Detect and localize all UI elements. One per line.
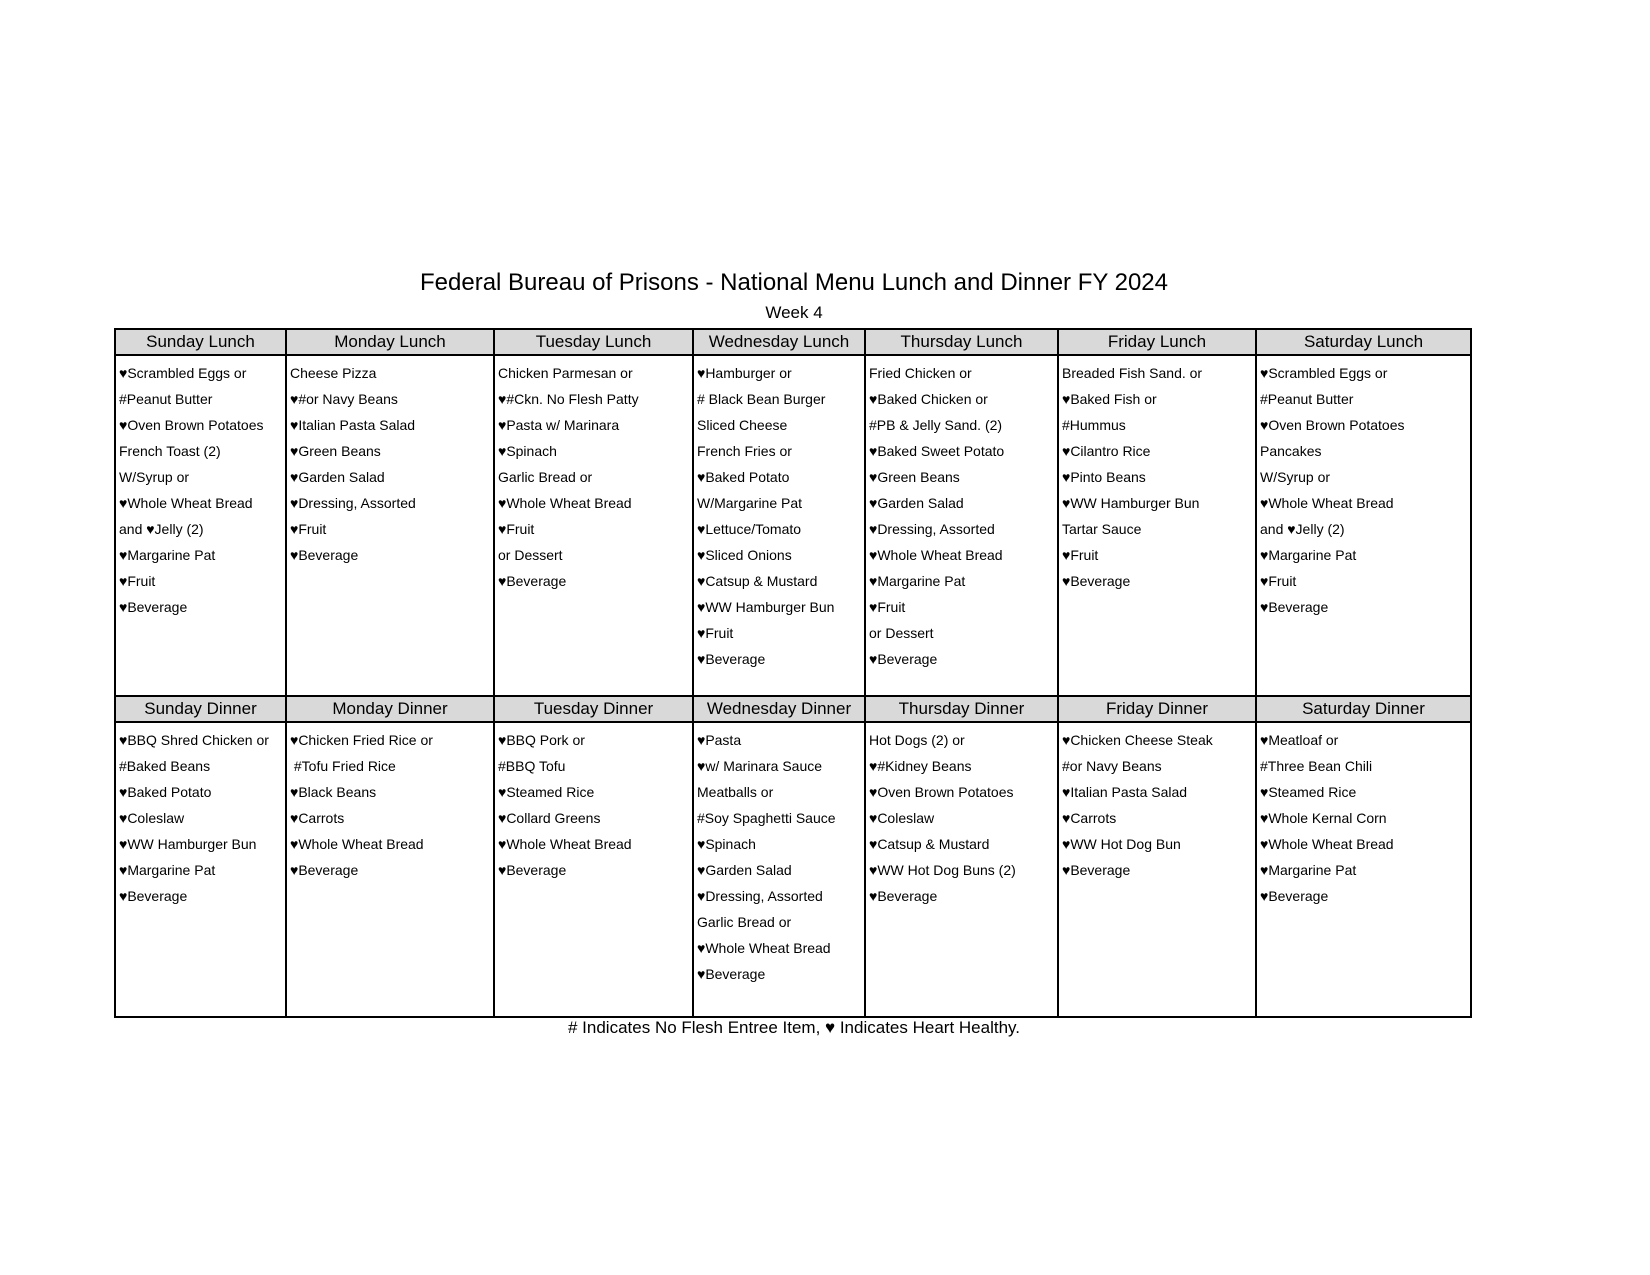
menu-item: ♥Carrots [290,810,345,826]
menu-item: French Fries or [697,443,792,459]
menu-cell [286,355,494,696]
menu-cell [865,355,1058,696]
menu-item: ♥Scrambled Eggs or [1260,365,1388,381]
column-header: Saturday Lunch [1256,329,1471,355]
menu-item: Tartar Sauce [1062,521,1142,537]
menu-item: ♥Baked Sweet Potato [869,443,1005,459]
menu-item: ♥Italian Pasta Salad [1062,784,1188,800]
menu-item: ♥Oven Brown Potatoes [869,784,1014,800]
menu-item: ♥Coleslaw [119,810,185,826]
menu-item: ♥Spinach [498,443,557,459]
menu-cell [865,722,1058,1017]
menu-item: ♥Baked Potato [119,784,212,800]
menu-item: ♥Scrambled Eggs or [119,365,247,381]
menu-item: or Dessert [498,547,563,563]
menu-item: French Toast (2) [119,443,221,459]
menu-item: ♥WW Hot Dog Bun [1062,836,1181,852]
menu-item: ♥Beverage [869,888,938,904]
menu-item: ♥Whole Wheat Bread [119,495,253,511]
menu-item: ♥Fruit [290,521,327,537]
menu-item: #BBQ Tofu [498,758,566,774]
menu-item: W/Syrup or [1260,469,1331,485]
menu-item: Sliced Cheese [697,417,788,433]
menu-item: ♥Whole Wheat Bread [697,940,831,956]
menu-item: ♥Chicken Cheese Steak [1062,732,1213,748]
menu-item: ♥Beverage [290,862,359,878]
menu-item: #Peanut Butter [1260,391,1354,407]
menu-item: Garlic Bread or [498,469,593,485]
menu-item: ♥BBQ Pork or [498,732,585,748]
menu-item: ♥Margarine Pat [1260,862,1357,878]
menu-cell [494,722,693,1017]
menu-item: ♥Coleslaw [869,810,935,826]
menu-item: ♥WW Hamburger Bun [119,836,257,852]
lunch-header-row [115,329,1471,355]
week-label: Week 4 [765,303,823,322]
menu-item: ♥Beverage [119,888,188,904]
menu-item: ♥Spinach [697,836,756,852]
menu-item: ♥Italian Pasta Salad [290,417,416,433]
menu-item: ♥Pasta w/ Marinara [498,417,620,433]
menu-item: #or Navy Beans [1062,758,1162,774]
menu-item: ♥Fruit [1062,547,1099,563]
menu-item: ♥Hamburger or [697,365,792,381]
menu-item: ♥Dressing, Assorted [869,521,995,537]
menu-item: ♥#Ckn. No Flesh Patty [498,391,639,407]
menu-item: or Dessert [869,625,934,641]
menu-item: ♥Dressing, Assorted [290,495,416,511]
menu-item: ♥Baked Fish or [1062,391,1157,407]
menu-item: ♥Margarine Pat [1260,547,1357,563]
menu-item: ♥Whole Kernal Corn [1260,810,1387,826]
menu-item: ♥Baked Chicken or [869,391,988,407]
menu-item: Fried Chicken or [869,365,972,381]
menu-item: ♥Fruit [498,521,535,537]
menu-item: ♥Green Beans [869,469,960,485]
menu-item: ♥Steamed Rice [498,784,595,800]
column-header: Sunday Lunch [115,329,286,355]
menu-item: ♥Beverage [498,862,567,878]
menu-item: ♥Beverage [697,651,766,667]
menu-item: ♥Fruit [119,573,156,589]
menu-cell [1256,722,1471,1017]
menu-item: ♥Garden Salad [869,495,964,511]
menu-item: ♥#Kidney Beans [869,758,972,774]
menu-cell [115,722,286,1017]
column-header: Tuesday Dinner [494,696,693,722]
menu-item: ♥Beverage [869,651,938,667]
menu-item: ♥Beverage [1260,888,1329,904]
menu-item: ♥WW Hot Dog Buns (2) [869,862,1016,878]
menu-item: ♥Whole Wheat Bread [1260,836,1394,852]
menu-item: ♥Dressing, Assorted [697,888,823,904]
menu-item: Garlic Bread or [697,914,792,930]
menu-cell [1058,355,1256,696]
menu-item: ♥Lettuce/Tomato [697,521,802,537]
menu-item: Hot Dogs (2) or [869,732,965,748]
menu-item: ♥Whole Wheat Bread [498,836,632,852]
menu-item: ♥WW Hamburger Bun [1062,495,1200,511]
menu-item: #Peanut Butter [119,391,213,407]
menu-item: #Baked Beans [119,758,211,774]
menu-item: ♥Garden Salad [697,862,792,878]
page-title: Federal Bureau of Prisons - National Menu Lunch and Dinner FY 2024 [420,269,1168,296]
column-header: Wednesday Lunch [693,329,865,355]
menu-item: ♥Beverage [697,966,766,982]
menu-item: ♥Beverage [498,573,567,589]
menu-item: ♥BBQ Shred Chicken or [119,732,269,748]
menu-item: ♥Oven Brown Potatoes [1260,417,1405,433]
menu-cell [693,355,865,696]
column-header: Sunday Dinner [115,696,286,722]
menu-cell [693,722,865,1017]
menu-item: ♥Catsup & Mustard [697,573,818,589]
menu-item: ♥Carrots [1062,810,1117,826]
menu-item: ♥Margarine Pat [119,547,216,563]
column-header: Friday Dinner [1058,696,1256,722]
menu-item: ♥Beverage [1062,573,1131,589]
menu-item: ♥Collard Greens [498,810,601,826]
menu-item: and ♥Jelly (2) [1260,521,1345,537]
column-header: Friday Lunch [1058,329,1256,355]
menu-item: ♥Margarine Pat [119,862,216,878]
menu-item: W/Margarine Pat [697,495,803,511]
menu-item: ♥Beverage [290,547,359,563]
menu-item: ♥Sliced Onions [697,547,792,563]
menu-item: #PB & Jelly Sand. (2) [869,417,1003,433]
column-header: Monday Lunch [286,329,494,355]
menu-item: Breaded Fish Sand. or [1062,365,1203,381]
menu-item: ♥w/ Marinara Sauce [697,758,823,774]
menu-item: W/Syrup or [119,469,190,485]
menu-cell [286,722,494,1017]
menu-item: ♥Beverage [1260,599,1329,615]
menu-item: ♥Beverage [119,599,188,615]
menu-item: ♥Baked Potato [697,469,790,485]
menu-item: ♥Chicken Fried Rice or [290,732,433,748]
column-header: Monday Dinner [286,696,494,722]
menu-item: ♥Pinto Beans [1062,469,1146,485]
legend-footnote: # Indicates No Flesh Entree Item, ♥ Indicates Heart Healthy. [568,1018,1020,1037]
menu-item: ♥Whole Wheat Bread [1260,495,1394,511]
menu-item: ♥Beverage [1062,862,1131,878]
menu-item: Pancakes [1260,443,1322,459]
menu-item: Cheese Pizza [290,365,377,381]
menu-item: ♥Whole Wheat Bread [869,547,1003,563]
menu-item: ♥WW Hamburger Bun [697,599,835,615]
menu-item: ♥Whole Wheat Bread [498,495,632,511]
menu-cell [1256,355,1471,696]
menu-item: ♥Green Beans [290,443,381,459]
column-header: Thursday Lunch [865,329,1058,355]
menu-item: ♥Fruit [1260,573,1297,589]
menu-item: #Three Bean Chili [1260,758,1373,774]
menu-item: #Soy Spaghetti Sauce [697,810,836,826]
menu-item: #Hummus [1062,417,1126,433]
menu-item: ♥Cilantro Rice [1062,443,1151,459]
column-header: Thursday Dinner [865,696,1058,722]
menu-item: Chicken Parmesan or [498,365,633,381]
menu-item: and ♥Jelly (2) [119,521,204,537]
menu-cell [1058,722,1256,1017]
menu-item: ♥Black Beans [290,784,377,800]
menu-item: ♥Pasta [697,732,742,748]
menu-item: ♥Margarine Pat [869,573,966,589]
menu-item: ♥Meatloaf or [1260,732,1339,748]
menu-item: ♥Whole Wheat Bread [290,836,424,852]
menu-item: ♥Fruit [869,599,906,615]
menu-cell [115,355,286,696]
menu-item: ♥Steamed Rice [1260,784,1357,800]
column-header: Tuesday Lunch [494,329,693,355]
column-header: Wednesday Dinner [693,696,865,722]
menu-item: ♥Fruit [697,625,734,641]
menu-item: Meatballs or [697,784,774,800]
dinner-header-row [115,696,1471,722]
menu-item: ♥Oven Brown Potatoes [119,417,264,433]
menu-cell [494,355,693,696]
menu-item: ♥#or Navy Beans [290,391,398,407]
menu-item: # Black Bean Burger [697,391,826,407]
dinner-menu-row [115,722,1471,1017]
menu-table [114,328,1472,1018]
menu-item: ♥Catsup & Mustard [869,836,990,852]
column-header: Saturday Dinner [1256,696,1471,722]
lunch-menu-row [115,355,1471,696]
menu-item: ♥Garden Salad [290,469,385,485]
menu-item: #Tofu Fried Rice [290,758,396,774]
